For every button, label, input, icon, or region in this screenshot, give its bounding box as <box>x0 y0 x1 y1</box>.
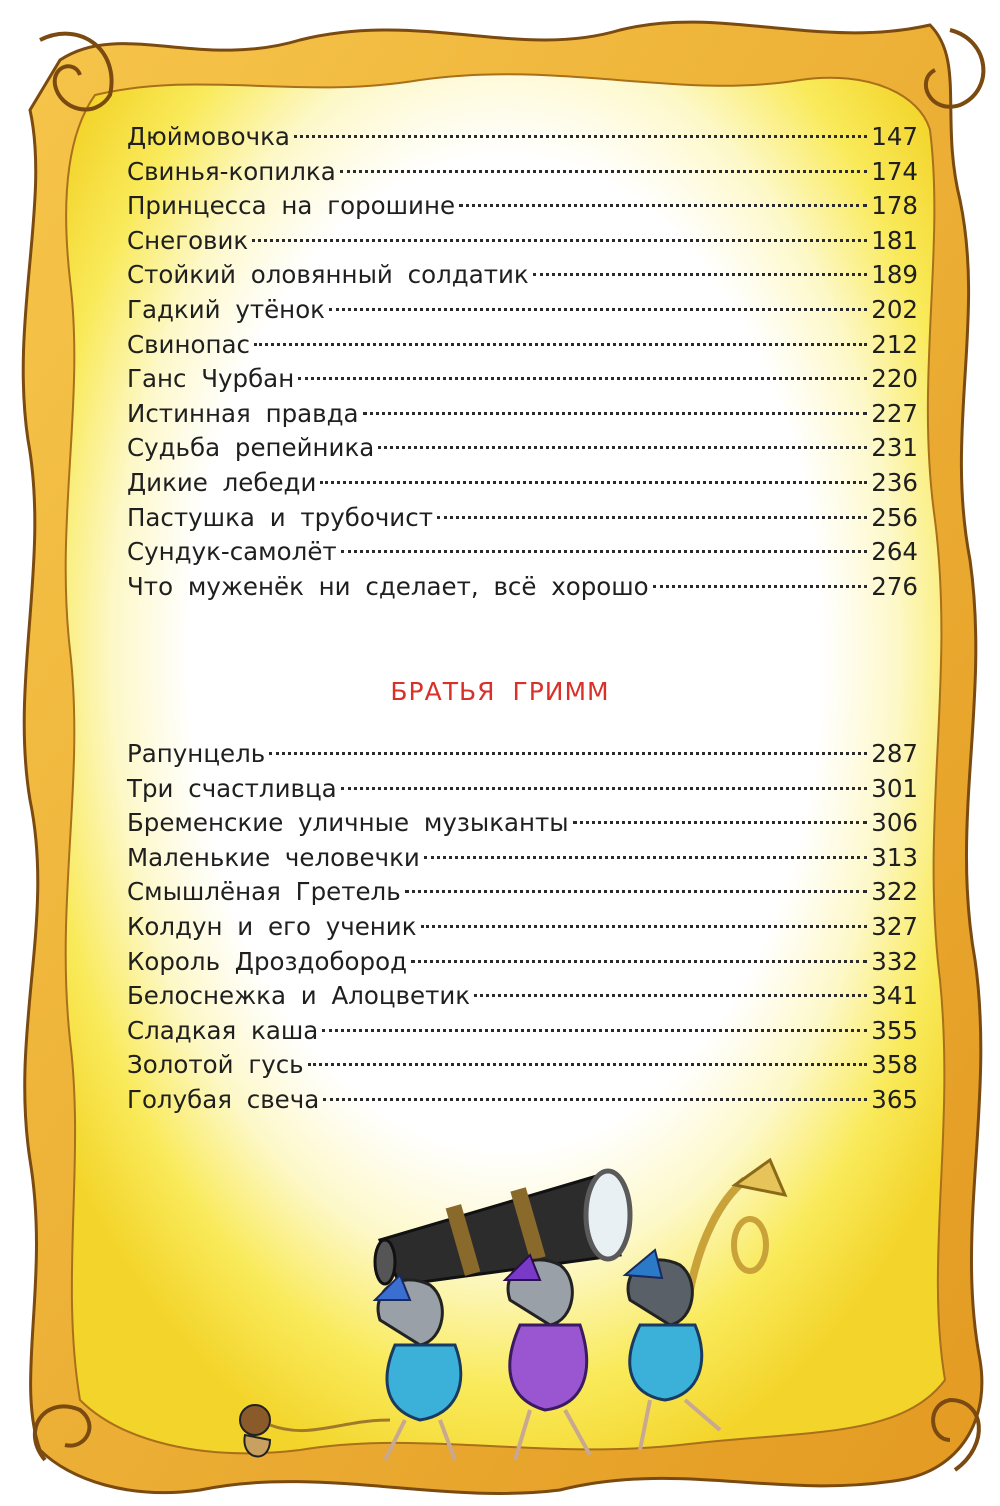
toc-entry <box>127 806 918 841</box>
toc-entry <box>127 1014 918 1049</box>
toc-dot-leader <box>653 585 868 588</box>
toc-dot-leader <box>320 481 867 484</box>
toc-entry-page: 202 <box>871 294 918 324</box>
toc-dot-leader <box>411 960 867 963</box>
toc-entry <box>127 945 918 980</box>
toc-dot-leader <box>308 1063 868 1066</box>
toc-dot-leader <box>322 1029 867 1032</box>
toc-entry-title: Свинья-копилка <box>127 156 336 186</box>
toc-dot-leader <box>254 343 867 346</box>
toc-list-grimm <box>127 737 918 1118</box>
toc-entry-title: Сладкая каша <box>127 1015 319 1045</box>
toc-entry-page: 147 <box>871 122 918 151</box>
toc-list-andersen <box>127 120 918 604</box>
toc-entry-page: 332 <box>871 946 918 976</box>
toc-entry-title: Сундук-самолёт <box>127 537 337 567</box>
toc-entry-title: Гадкий утёнок <box>127 294 325 324</box>
toc-entry-page: 231 <box>871 433 918 463</box>
toc-entry-title: Король Дроздобород <box>127 946 408 976</box>
toc-entry <box>127 1048 918 1083</box>
toc-entry-page: 327 <box>871 911 918 941</box>
toc-entry-page: 264 <box>871 537 918 567</box>
toc-dot-leader <box>421 925 868 928</box>
toc-entry-page: 236 <box>871 467 918 497</box>
toc-dot-leader <box>378 446 867 449</box>
toc-dot-leader <box>323 1098 867 1101</box>
toc-dot-leader <box>573 821 868 824</box>
toc-entry-page: 174 <box>871 156 918 186</box>
toc-entry-title: Бременские уличные музыканты <box>127 808 569 838</box>
toc-entry-page: 181 <box>871 225 918 255</box>
toc-entry <box>127 397 918 432</box>
toc-entry-page: 355 <box>871 1015 918 1045</box>
toc-entry <box>127 362 918 397</box>
toc-entry-title: Дикие лебеди <box>127 467 317 497</box>
toc-dot-leader <box>269 752 867 755</box>
toc-entry-page: 322 <box>871 877 918 907</box>
toc-entry-page: 313 <box>871 842 918 872</box>
toc-entry-title: Белоснежка и Алоцветик <box>127 981 471 1011</box>
toc-entry <box>127 772 918 807</box>
toc-entry-title: Принцесса на горошине <box>127 191 456 221</box>
toc-entry-title: Золотой гусь <box>127 1050 304 1080</box>
toc-entry-title: Голубая свеча <box>127 1084 320 1114</box>
toc-dot-leader <box>363 412 868 415</box>
toc-entry-page: 189 <box>871 260 918 290</box>
toc-entry-page: 365 <box>871 1084 918 1114</box>
toc-entry-title: Ганс Чурбан <box>127 364 295 394</box>
toc-entry <box>127 570 918 605</box>
toc-entry-title: Стойкий оловянный солдатик <box>127 260 529 290</box>
toc-entry <box>127 979 918 1014</box>
toc-entry-page: 178 <box>871 191 918 221</box>
toc-entry-title: Три счастливца <box>127 773 337 803</box>
section-heading-grimm: БРАТЬЯ ГРИММ <box>390 677 610 706</box>
toc-entry-page: 276 <box>871 571 918 601</box>
toc-entry <box>127 431 918 466</box>
toc-dot-leader <box>437 516 867 519</box>
toc-entry <box>127 841 918 876</box>
toc-entry-title: Дюймовочка <box>127 122 290 151</box>
toc-entry-title: Истинная правда <box>127 398 359 428</box>
toc-entry-page: 220 <box>871 364 918 394</box>
toc-dot-leader <box>459 204 867 207</box>
toc-dot-leader <box>474 994 867 997</box>
toc-entry <box>127 466 918 501</box>
toc-dot-leader <box>340 170 868 173</box>
toc-dot-leader <box>341 787 868 790</box>
toc-entry <box>127 293 918 328</box>
toc-entry <box>127 1083 918 1118</box>
toc-entry-title: Маленькие человечки <box>127 842 420 872</box>
toc-entry-page: 301 <box>871 773 918 803</box>
toc-entry-page: 287 <box>871 739 918 768</box>
toc-entry-page: 212 <box>871 329 918 359</box>
toc-entry-page: 227 <box>871 398 918 428</box>
toc-entry <box>127 328 918 363</box>
toc-entry-title: Снеговик <box>127 225 249 255</box>
toc-dot-leader <box>252 239 867 242</box>
toc-entry <box>127 189 918 224</box>
toc-entry <box>127 737 918 772</box>
toc-entry-title: Рапунцель <box>127 739 266 768</box>
toc-entry-title: Судьба репейника <box>127 433 375 463</box>
toc-entry <box>127 224 918 259</box>
toc-entry <box>127 501 918 536</box>
toc-dot-leader <box>405 890 868 893</box>
toc-entry-title: Что муженёк ни сделает, всё хорошо <box>127 571 649 601</box>
toc-entry-page: 358 <box>871 1050 918 1080</box>
toc-dot-leader <box>424 856 867 859</box>
toc-entry <box>127 120 918 155</box>
toc-entry-title: Свинопас <box>127 329 250 359</box>
toc-dot-leader <box>341 550 868 553</box>
toc-dot-leader <box>329 308 867 311</box>
toc-entry-title: Пастушка и трубочист <box>127 502 433 532</box>
toc-entry-title: Колдун и его ученик <box>127 911 417 941</box>
toc-entry <box>127 910 918 945</box>
toc-entry-page: 341 <box>871 981 918 1011</box>
toc-entry <box>127 155 918 190</box>
toc-dot-leader <box>533 273 868 276</box>
toc-dot-leader <box>294 135 867 138</box>
toc-entry-page: 306 <box>871 808 918 838</box>
toc-entry <box>127 875 918 910</box>
toc-dot-leader <box>298 377 867 380</box>
toc-entry <box>127 535 918 570</box>
toc-entry <box>127 258 918 293</box>
toc-entry-page: 256 <box>871 502 918 532</box>
toc-entry-title: Смышлёная Гретель <box>127 877 401 907</box>
